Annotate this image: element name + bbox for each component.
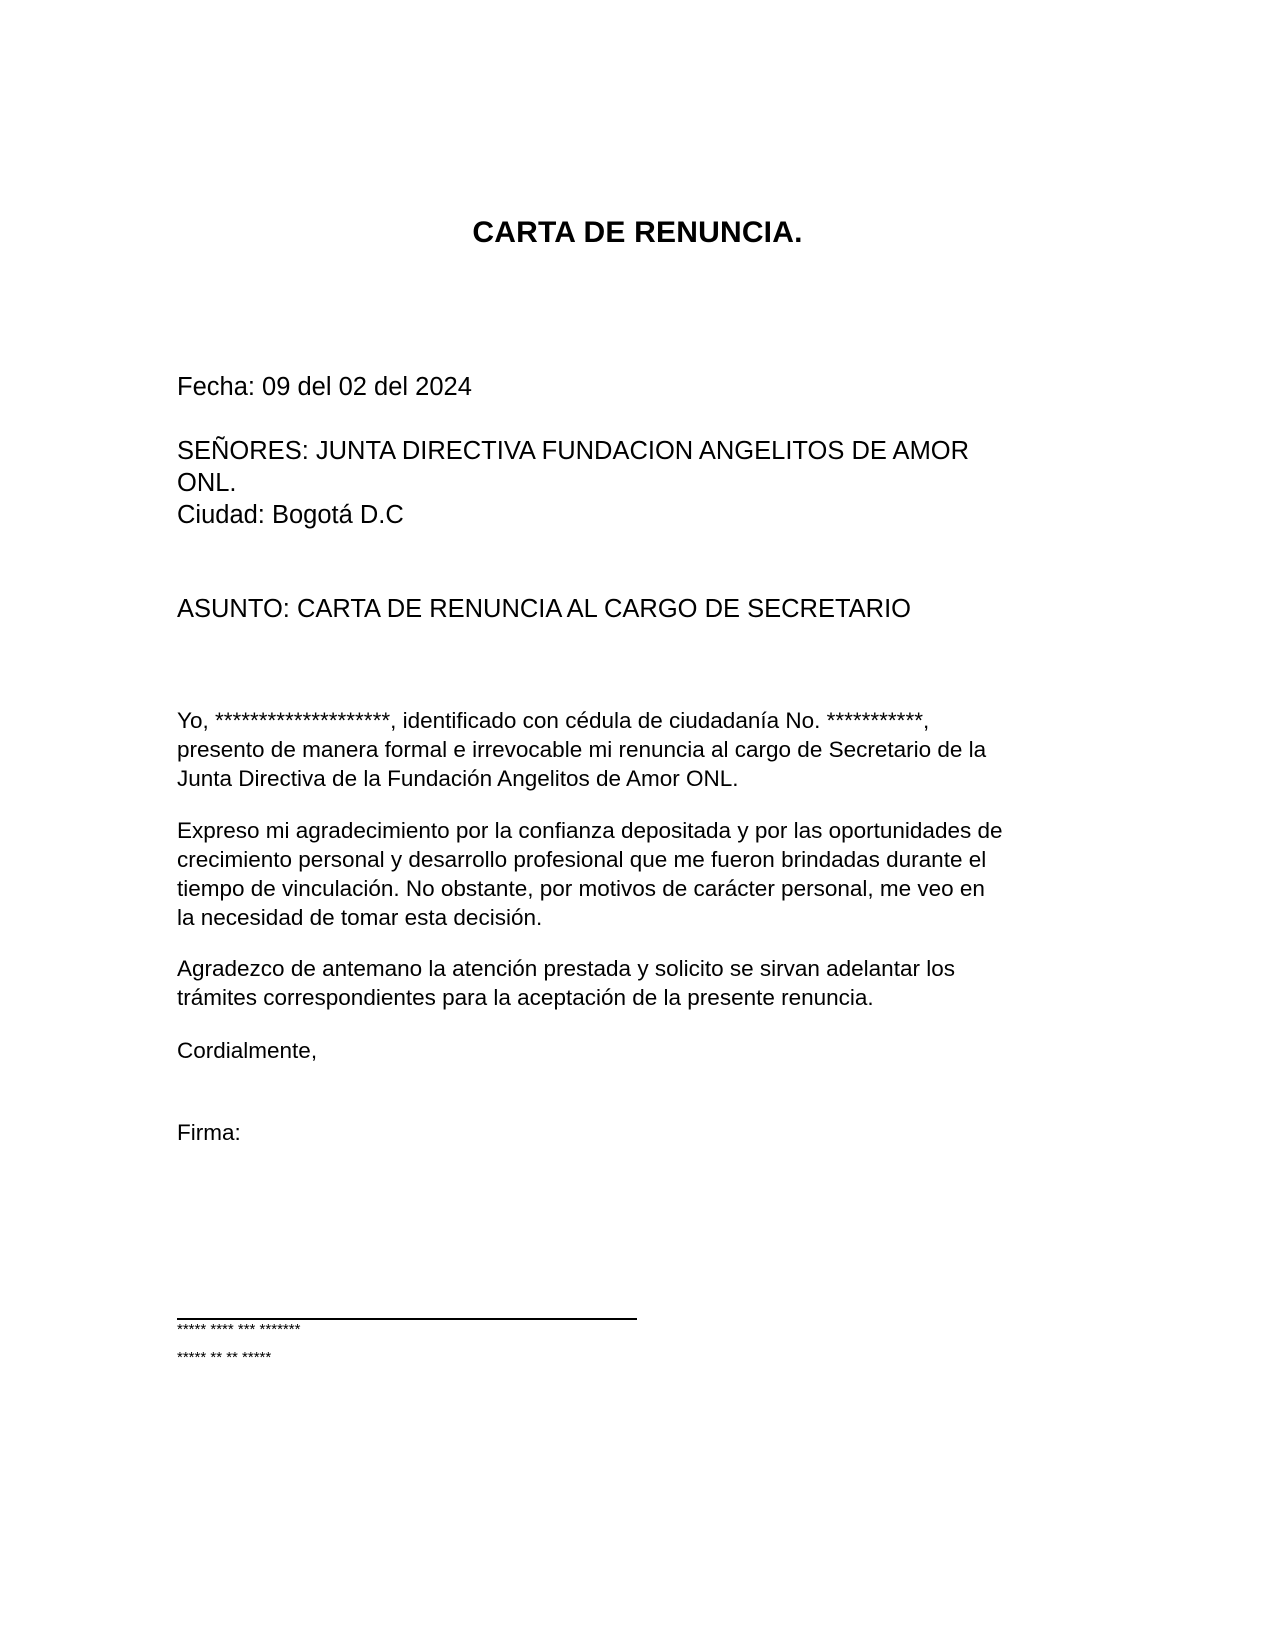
paragraph-line: Junta Directiva de la Fundación Angelitos de Amor ONL. <box>177 766 739 791</box>
body-paragraph-1 <box>177 706 986 793</box>
paragraph-line: crecimiento personal y desarrollo profesional que me fueron brindadas durante el <box>177 847 987 872</box>
signature-label: Firma: <box>177 1120 241 1145</box>
paragraph-line: Agradezco de antemano la atención prestada y solicito se sirvan adelantar los <box>177 956 955 981</box>
paragraph-line: tiempo de vinculación. No obstante, por motivos de carácter personal, me veo en <box>177 876 985 901</box>
subject-line: ASUNTO: CARTA DE RENUNCIA AL CARGO DE SECRETARIO <box>177 595 911 623</box>
paragraph-line: presento de manera formal e irrevocable mi renuncia al cargo de Secretario de la <box>177 737 987 762</box>
letter-title: CARTA DE RENUNCIA. <box>472 216 803 249</box>
closing: Cordialmente, <box>177 1038 318 1063</box>
paragraph-line: Expreso mi agradecimiento por la confianza depositada y por las oportunidades de <box>177 818 1003 843</box>
recipient-city: Ciudad: Bogotá D.C <box>177 501 404 529</box>
signer-id: ***** ** ** ***** <box>177 1349 272 1366</box>
body-paragraph-3 <box>177 954 955 1012</box>
body-paragraph-2 <box>177 816 1003 932</box>
recipient-line-2: ONL. <box>177 469 237 497</box>
signer-name: ***** **** *** ******* <box>177 1321 301 1338</box>
date-line: Fecha: 09 del 02 del 2024 <box>177 373 472 401</box>
paragraph-line: Yo, ********************, identificado con cédula de ciudadanía No. ***********, <box>177 708 930 733</box>
paragraph-line: la necesidad de tomar esta decisión. <box>177 905 543 930</box>
recipient-line-1: SEÑORES: JUNTA DIRECTIVA FUNDACION ANGELITOS DE AMOR <box>177 437 970 465</box>
paragraph-line: trámites correspondientes para la aceptación de la presente renuncia. <box>177 985 874 1010</box>
